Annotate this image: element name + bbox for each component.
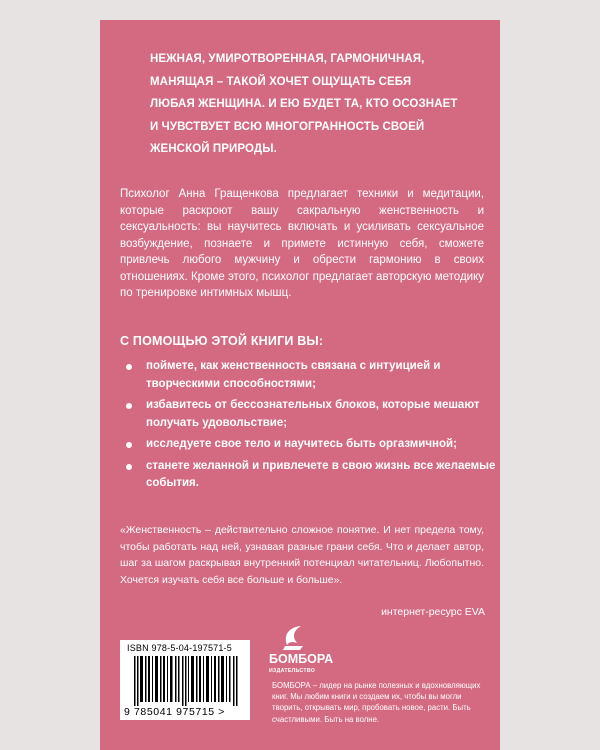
wave-icon: [286, 626, 301, 645]
benefits-list: [126, 358, 496, 497]
logo-name: БОМБОРА: [269, 652, 334, 666]
barcode-icon: [134, 656, 238, 706]
list-item: [126, 358, 496, 393]
back-cover: [100, 20, 500, 750]
barcode-number: 9 785041 975715 >: [124, 706, 225, 718]
publisher-description: БОМБОРА – лидер на рынке полезных и вдохновляющих книг. Мы любим книги и создаем их, чтобы вы могли творить, открывать мир, пробовать новое, расти. Быть счастливыми. Быть на волне.: [272, 681, 481, 724]
benefit-text: избавитесь от бессознательных блоков, которые мешают получать удовольствие;: [146, 399, 480, 429]
intro-line: НЕЖНАЯ, УМИРОТВОРЕННАЯ, ГАРМОНИЧНАЯ,: [150, 53, 425, 65]
quote-source: интернет-ресурс EVA: [381, 606, 485, 618]
list-item: [126, 436, 496, 454]
bullet-icon: [126, 403, 132, 409]
intro-line: ЛЮБАЯ ЖЕНЩИНА. И ЕЮ БУДЕТ ТА, КТО ОСОЗНАЕТ: [150, 98, 458, 110]
benefit-text: поймете, как женственность связана с интуицией и творческими способностями;: [146, 360, 441, 390]
list-item: [126, 458, 496, 493]
bullet-icon: [126, 364, 132, 370]
intro-line: ЖЕНСКОЙ ПРИРОДЫ.: [150, 143, 277, 155]
bullet-icon: [126, 442, 132, 448]
benefit-text: исследуете свое тело и научитесь быть оргазмичной;: [146, 438, 457, 450]
list-item: [126, 397, 496, 432]
intro-line: И ЧУВСТВУЕТ ВСЮ МНОГОГРАННОСТЬ СВОЕЙ: [150, 120, 425, 133]
publisher-logo: [265, 623, 345, 675]
bullet-icon: [126, 464, 132, 470]
intro-line: МАНЯЩАЯ – ТАКОЙ ХОЧЕТ ОЩУЩАТЬ СЕБЯ: [150, 75, 412, 88]
isbn-label: ISBN 978-5-04-197571-5: [127, 643, 232, 653]
intro-text: [150, 48, 490, 161]
book-description: Психолог Анна Гращенкова предлагает техники и медитации, которые раскроют вашу сакральную женственность и сексуальность: вы научитесь включать и усиливать сексуальное возбуждение, познаете и примете истинную себя, сможете привлечь любого мужчину и обрести гармонию в своих отношениях. Кроме этого, психолог предлагает авторскую методику по тренировке интимных мышц.: [120, 188, 484, 299]
benefit-text: станете желанной и привлечете в свою жизнь все желаемые события.: [146, 459, 496, 489]
logo-subtitle: ИЗДАТЕЛЬСТВО: [269, 668, 316, 674]
barcode-block: [120, 640, 250, 720]
review-quote: «Женственность – действительно сложное понятие. И нет предела тому, чтобы работать над ней, узнавая разные грани себя. Что и делает автор, шаг за шагом раскрывая внутренний потенциал читательниц. Любопытно. Хочется изучать себя все больше и больше».: [120, 524, 484, 586]
benefits-heading: С ПОМОЩЬЮ ЭТОЙ КНИГИ ВЫ:: [120, 334, 324, 348]
